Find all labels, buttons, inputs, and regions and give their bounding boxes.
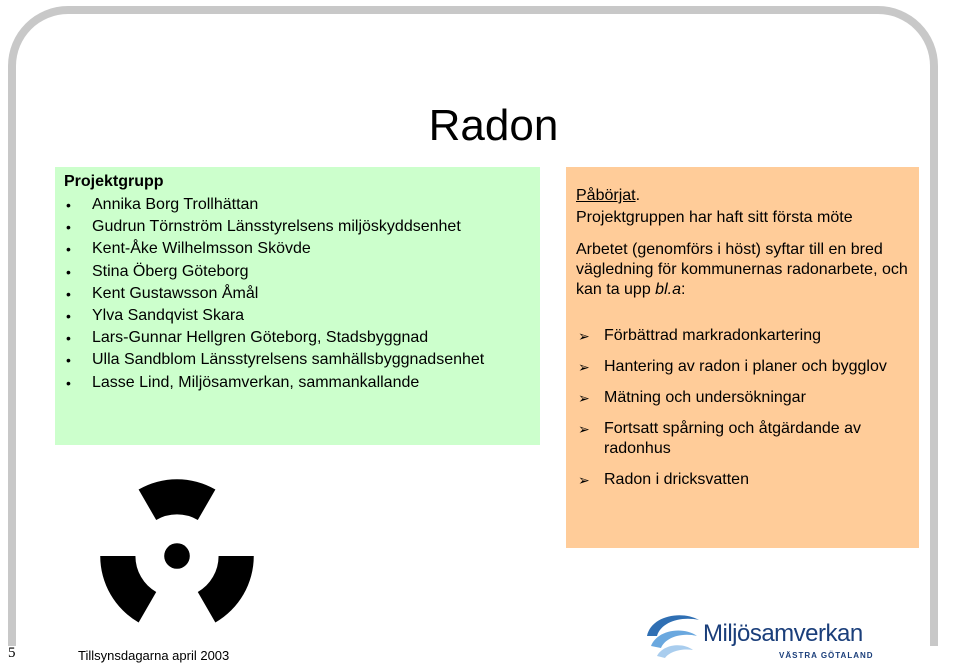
status-meeting: Projektgruppen har haft sitt första möte xyxy=(576,209,853,226)
arrow-bullet-icon: ➢ xyxy=(578,472,590,488)
bullet-icon: • xyxy=(66,219,71,236)
status-line: Påbörjat. xyxy=(576,187,641,204)
footer-event: Tillsynsdagarna april 2003 xyxy=(78,648,230,663)
page-number: 5 xyxy=(8,645,16,661)
status-box xyxy=(566,167,919,548)
logo-name: Miljösamverkan xyxy=(703,620,863,647)
list-item: • Kent Gustawsson Åmål xyxy=(63,283,532,305)
list-item: ➢ Hantering av radon i planer och bygglov xyxy=(578,358,887,375)
slide-title: Radon xyxy=(428,101,559,151)
list-item: • Annika Borg Trollhättan xyxy=(63,194,532,216)
list-item: • Ulla Sandblom Länsstyrelsens samhällsbyggnadsenhet xyxy=(63,349,532,371)
list-item: ➢ Radon i dricksvatten xyxy=(578,471,749,488)
status-plan: Arbetet (genomförs i höst) syftar till en bred vägledning för kommunernas radonarbete, och kan ta upp bl.a: xyxy=(576,241,908,298)
bullet-icon: • xyxy=(66,374,71,391)
list-item: • Ylva Sandqvist Skara xyxy=(63,305,532,327)
topics-list xyxy=(576,326,909,490)
bullet-icon: • xyxy=(66,197,71,213)
bullet-icon: • xyxy=(66,330,71,347)
list-item: • Gudrun Törnström Länsstyrelsens miljöskyddsenhet xyxy=(63,216,532,238)
bullet-icon: • xyxy=(66,241,71,258)
list-item: • Lars-Gunnar Hellgren Göteborg, Stadsbyggnad xyxy=(63,327,532,349)
bullet-icon: • xyxy=(66,263,71,280)
list-item: • Kent-Åke Wilhelmsson Skövde xyxy=(63,238,532,260)
list-item: ➢ Fortsatt spårning och åtgärdande av radonhus xyxy=(578,420,862,457)
logo-subtitle: VÄSTRA GÖTALAND xyxy=(779,651,874,660)
bullet-icon: • xyxy=(66,352,71,369)
arrow-bullet-icon: ➢ xyxy=(578,390,590,406)
project-group-list xyxy=(63,194,532,394)
arrow-bullet-icon: ➢ xyxy=(578,328,590,344)
arrow-bullet-icon: ➢ xyxy=(578,421,590,437)
bullet-icon: • xyxy=(66,307,71,324)
list-item: ➢ Mätning och undersökningar xyxy=(578,389,806,406)
logo-swirl-icon xyxy=(641,606,705,666)
miljosamverkan-logo xyxy=(641,606,881,666)
list-item: ➢ Förbättrad markradonkartering xyxy=(578,327,821,344)
arrow-bullet-icon: ➢ xyxy=(578,359,590,375)
status-label: Påbörjat xyxy=(576,187,636,204)
project-group-heading: Projektgrupp xyxy=(64,173,164,190)
project-group-box xyxy=(55,167,540,445)
radiation-trefoil-icon xyxy=(97,476,257,636)
list-item: • Stina Öberg Göteborg xyxy=(63,261,532,283)
bullet-icon: • xyxy=(66,285,71,302)
list-item: • Lasse Lind, Miljösamverkan, sammankallande xyxy=(63,372,532,394)
